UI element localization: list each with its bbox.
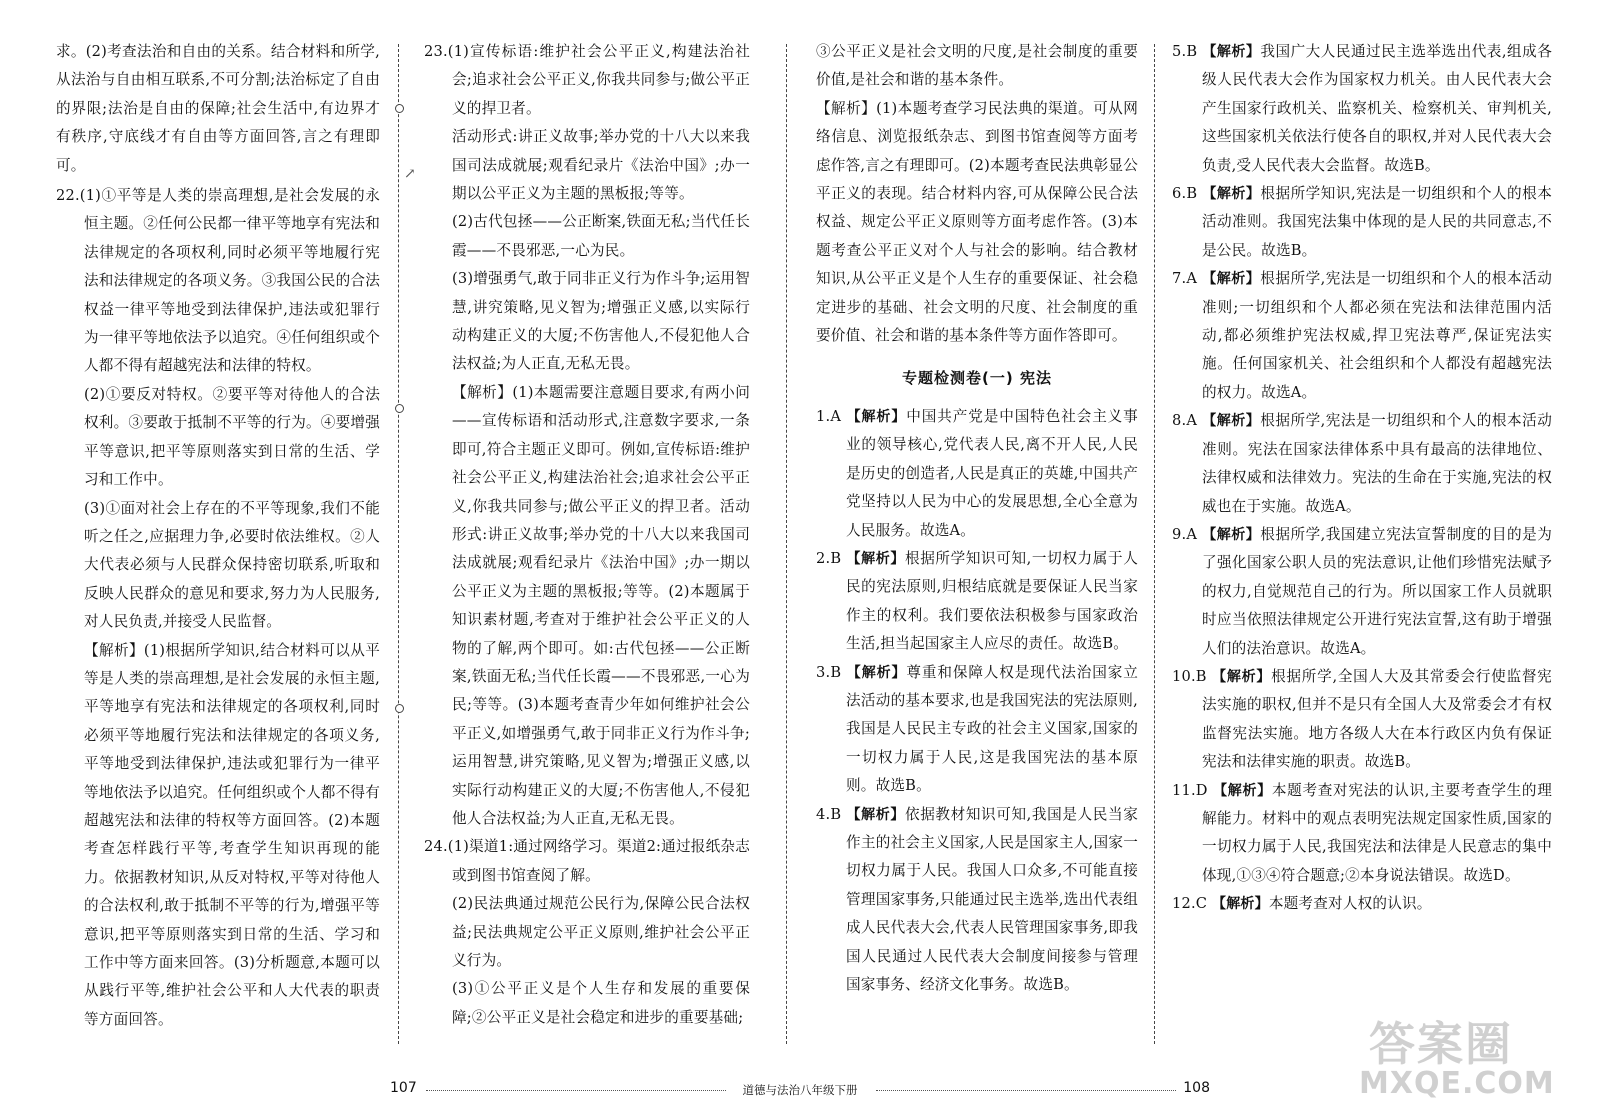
answer-text: 本题考查对宪法的认识,主要考查学生的理解能力。材料中的观点表明宪法规定国家性质,国家的一切权力属于人民,我国宪法和法律是人民意志的集中体现,①③④符合题意;②本身说法错误。故选D。	[1202, 781, 1552, 884]
answer-text: 尊重和保障人权是现代法治国家立法活动的基本要求,也是我国宪法的宪法原则,我国是人民民主专政的社会主义国家,国家的一切权力属于人民,这是我国宪法的基本原则。故选B。	[846, 663, 1138, 795]
analysis-paragraph: 【解析】(1)本题考查学习民法典的渠道。可从网络信息、浏览报纸杂志、到图书馆查阅等方面考虑作答,言之有理即可。(2)本题考查民法典彰显公平正义的表现。结合材料内容,可从保障公民合法权益、规定公平正义原则等方面考虑作答。(3)本题考查公平正义对个人与社会的影响。结合教材知识,从公平正义是个人生存的重要保证、社会稳定进步的基础、社会文明的尺度、社会制度的重要价值、社会和谐的基本条件等方面作答即可。	[816, 99, 1138, 345]
answer-number: 10.B	[1172, 667, 1207, 685]
paragraph: 22.(1)①平等是人类的崇高理想,是社会发展的永恒主题。②任何公民都一律平等地享有宪法和法律规定的各项权利,同时必须平等地履行宪法和法律规定的各项义务。③我国公民的合法权益一律平等地受到法律保护,违法或犯罪行为一律平等地依法予以追究。④任何组织或个人都不得有超越宪法和法律的特权。	[56, 187, 380, 375]
answer-number: 2.B	[816, 549, 842, 567]
answer-text: 根据所学,宪法是一切组织和个人的根本活动准则。宪法在国家法律体系中具有最高的法律地位、法律权威和法律效力。宪法的生命在于实施,宪法的权威也在于实施。故选A。	[1202, 412, 1553, 515]
answer-item	[1172, 663, 1552, 777]
answer-text: 根据所学,我国建立宪法宣誓制度的目的是为了强化国家公职人员的宪法意识,让他们珍惜宪法赋予的权力,自觉规范自己的行为。所以国家工作人员就职时应当依照法律规定公开进行宪法宣誓,这有助于增强人们的法治意识。故选A。	[1202, 525, 1553, 657]
analysis-tag: 【解析】	[846, 550, 905, 567]
column-1	[56, 38, 380, 1034]
answer-item	[816, 403, 1138, 545]
answer-text: 根据所学,宪法是一切组织和个人的根本活动准则;一切组织和个人都必须在宪法和法律范围内活动,都必须维护宪法权威,捍卫宪法尊严,保证宪法实施。任何国家机关、社会组织和个人都没有超越宪法的权力。故选A。	[1202, 270, 1553, 401]
answer-number: 4.B	[816, 805, 842, 823]
answer-list	[816, 403, 1138, 1000]
paragraph: 求。(2)考查法治和自由的关系。结合材料和所学,从法治与自由相互联系,不可分割;法治标定了自由的界限;法治是自由的保障;社会生活中,有边界才有秩序,守底线才有自由等方面回答,言之有理即可。	[56, 43, 380, 174]
site-watermark	[1349, 1008, 1564, 1108]
footer-dotted-rule	[876, 1090, 1176, 1091]
paragraph: (2)①要反对特权。②要平等对待他人的合法权利。③要敢于抵制不平等的行为。④要增强平等意识,把平等原则落实到日常的生活、学习和工作中。	[84, 385, 380, 489]
analysis-tag: 【解析】	[1212, 896, 1269, 913]
watermark-logo-text: 答案圈	[1369, 1017, 1513, 1071]
analysis-tag: 【解析】	[1212, 668, 1272, 685]
paragraph: (2)古代包拯——公正断案,铁面无私;当代任长霞——不畏邪恶,一心为民。	[452, 213, 750, 259]
answer-number: 11.D	[1172, 781, 1208, 799]
answer-number: 12.C	[1172, 895, 1208, 913]
answer-text: 本题考查对人权的认识。	[1268, 895, 1432, 913]
answer-number: 8.A	[1172, 412, 1198, 430]
column-divider	[786, 44, 787, 1044]
answer-item	[1172, 265, 1552, 407]
analysis-tag: 【解析】	[1213, 782, 1272, 799]
answer-number: 9.A	[1172, 525, 1198, 543]
paragraph: (3)①面对社会上存在的不平等现象,我们不能听之任之,应据理力争,必要时依法维权。②人大代表必须与人民群众保持密切联系,听取和反映人民群众的意见和要求,努力为人民服务,对人民负责,并接受人民监督。	[84, 499, 380, 631]
answer-text: 我国广大人民通过民主选举选出代表,组成各级人民代表大会作为国家权力机关。由人民代表大会产生国家行政机关、监察机关、检察机关、审判机关,这些国家机关依法行使各自的职权,并对人民代表大会负责,受人民代表大会监督。故选B。	[1202, 43, 1552, 174]
binding-hole	[395, 704, 404, 713]
answer-item	[1172, 521, 1552, 663]
answer-text: 依据教材知识可知,我国是人民当家作主的社会主义国家,人民是国家主人,国家一切权力属于人民。我国人口众多,不可能直接管理国家事务,只能通过民主选举,选出代表组成人民代表大会,代表人民管理国家事务,即我国人民通过人民代表大会制度间接参与管理国家事务、经济文化事务。故选B。	[846, 805, 1138, 993]
answer-item	[816, 545, 1138, 659]
analysis-tag: 【解析】	[1202, 526, 1261, 543]
column-divider	[398, 44, 399, 1044]
analysis-tag: 【解析】	[1202, 413, 1261, 430]
margin-mark: ↗	[404, 166, 416, 182]
paragraph: 24.(1)渠道1:通过网络学习。渠道2:通过报纸杂志或到图书馆查阅了解。	[424, 838, 750, 884]
answer-number: 1.A	[816, 407, 842, 425]
page-number-left: 107	[390, 1080, 417, 1096]
answer-number: 6.B	[1172, 185, 1198, 203]
page-footer	[390, 1080, 1210, 1102]
answer-number: 3.B	[816, 663, 842, 681]
paragraph: 活动形式:讲正义故事;举办党的十八大以来我国司法成就展;观看纪录片《法治中国》;办一期以公平正义为主题的黑板报;等等。	[452, 128, 750, 203]
binding-hole	[395, 404, 404, 413]
analysis-tag: 【解析】	[1202, 186, 1261, 203]
answer-item	[816, 659, 1138, 801]
binding-hole	[395, 104, 404, 113]
paragraph: ③公平正义是社会文明的尺度,是社会制度的重要价值,是社会和谐的基本条件。	[816, 43, 1138, 89]
section-title: 专题检测卷(一) 宪法	[902, 369, 1052, 388]
analysis-tag: 【解析】	[846, 806, 905, 823]
answer-item	[1172, 890, 1552, 918]
analysis-tag: 【解析】	[846, 664, 907, 681]
answer-text: 根据所学知识可知,一切权力属于人民的宪法原则,归根结底就是要保证人民当家作主的权利。我们要依法积极参与国家政治生活,担当起国家主人应尽的责任。故选B。	[846, 549, 1138, 653]
column-divider	[1154, 44, 1155, 1044]
answer-item	[1172, 180, 1552, 265]
analysis-tag: 【解析】	[1202, 271, 1261, 288]
analysis-paragraph: 【解析】(1)本题需要注意题目要求,有两小问——宣传标语和活动形式,注意数字要求,一条即可,符合主题正义即可。例如,宣传标语:维护社会公平正义,构建法治社会;追求社会公平正义,你我共同参与;做公平正义的捍卫者。活动形式:讲正义故事;举办党的十八大以来我国司法成就展;观看纪录片《法治中国》;办一期以公平正义为主题的黑板报;等等。(2)本题属于知识素材题,考查对于维护社会公平正义的人物的了解,两个即可。如:古代包拯——公正断案,铁面无私;当代任长霞——不畏邪恶,一心为民;等等。(3)本题考查青少年如何维护社会公平正义,如增强勇气,敢于同非正义行为作斗争;运用智慧,讲究策略,见义智为;增强正义感,以实际行动构建正义的大厦;不伤害他人,不侵犯他人合法权益;为人正直,无私无畏。	[452, 383, 750, 827]
analysis-tag: 【解析】	[1202, 44, 1261, 60]
page-number-right: 108	[1183, 1080, 1210, 1096]
column-3	[816, 38, 1138, 999]
column-4	[1172, 38, 1552, 919]
answer-item	[816, 801, 1138, 1000]
answer-item	[1172, 777, 1552, 891]
answer-number: 7.A	[1172, 270, 1198, 288]
analysis-paragraph: 【解析】(1)根据所学知识,结合材料可以从平等是人类的崇高理想,是社会发展的永恒主题,平等地享有宪法和法律规定的各项权利,同时必须平等地履行宪法和法律规定的各项义务,平等地受到法律保护,违法或犯罪行为一律平等地依法予以追究。任何组织或个人都不得有超越宪法和法律的特权等方面回答。(2)本题考查怎样践行平等,考查学生知识再现的能力。依据教材知识,从反对特权,平等对待他人的合法权利,敢于抵制不平等的行为,增强平等意识,把平等原则落实到日常的生活、学习和工作中等方面来回答。(3)分析题意,本题可以从践行平等,维护社会公平和人大代表的职责等方面回答。	[84, 641, 380, 1028]
answer-text: 中国共产党是中国特色社会主义事业的领导核心,党代表人民,离不开人民,人民是历史的创造者,人民是真正的英雄,中国共产党坚持以人民为中心的发展思想,全心全意为人民服务。故选A。	[846, 407, 1138, 539]
answer-number: 5.B	[1172, 43, 1198, 60]
book-title: 道德与法治八年级下册	[742, 1083, 858, 1097]
paragraph: (3)增强勇气,敢于同非正义行为作斗争;运用智慧,讲究策略,见义智为;增强正义感,以实际行动构建正义的大厦;不伤害他人,不侵犯他人合法权益;为人正直,无私无畏。	[452, 270, 750, 373]
column-2	[424, 38, 750, 1032]
paragraph: (3)①公平正义是个人生存和发展的重要保障;②公平正义是社会稳定和进步的重要基础;	[452, 980, 750, 1026]
analysis-tag: 【解析】	[846, 408, 907, 425]
paragraph: 23.(1)宣传标语:维护社会公平正义,构建法治社会;追求社会公平正义,你我共同参与;做公平正义的捍卫者。	[424, 43, 750, 117]
answer-item	[1172, 38, 1552, 180]
answer-text: 根据所学,全国人大及其常委会行使监督宪法实施的职权,但并不是只有全国人大及常委会才有权监督宪法实施。地方各级人大在本行政区内负有保证宪法和法律实施的职责。故选B。	[1202, 667, 1552, 771]
paragraph: (2)民法典通过规范公民行为,保障公民合法权益;民法典规定公平正义原则,维护社会公平正义行为。	[452, 895, 750, 969]
answer-item	[1172, 407, 1552, 521]
watermark-url: MXQE.COM	[1359, 1066, 1555, 1101]
answer-text: 根据所学知识,宪法是一切组织和个人的根本活动准则。我国宪法集中体现的是人民的共同意志,不是公民。故选B。	[1202, 185, 1552, 259]
